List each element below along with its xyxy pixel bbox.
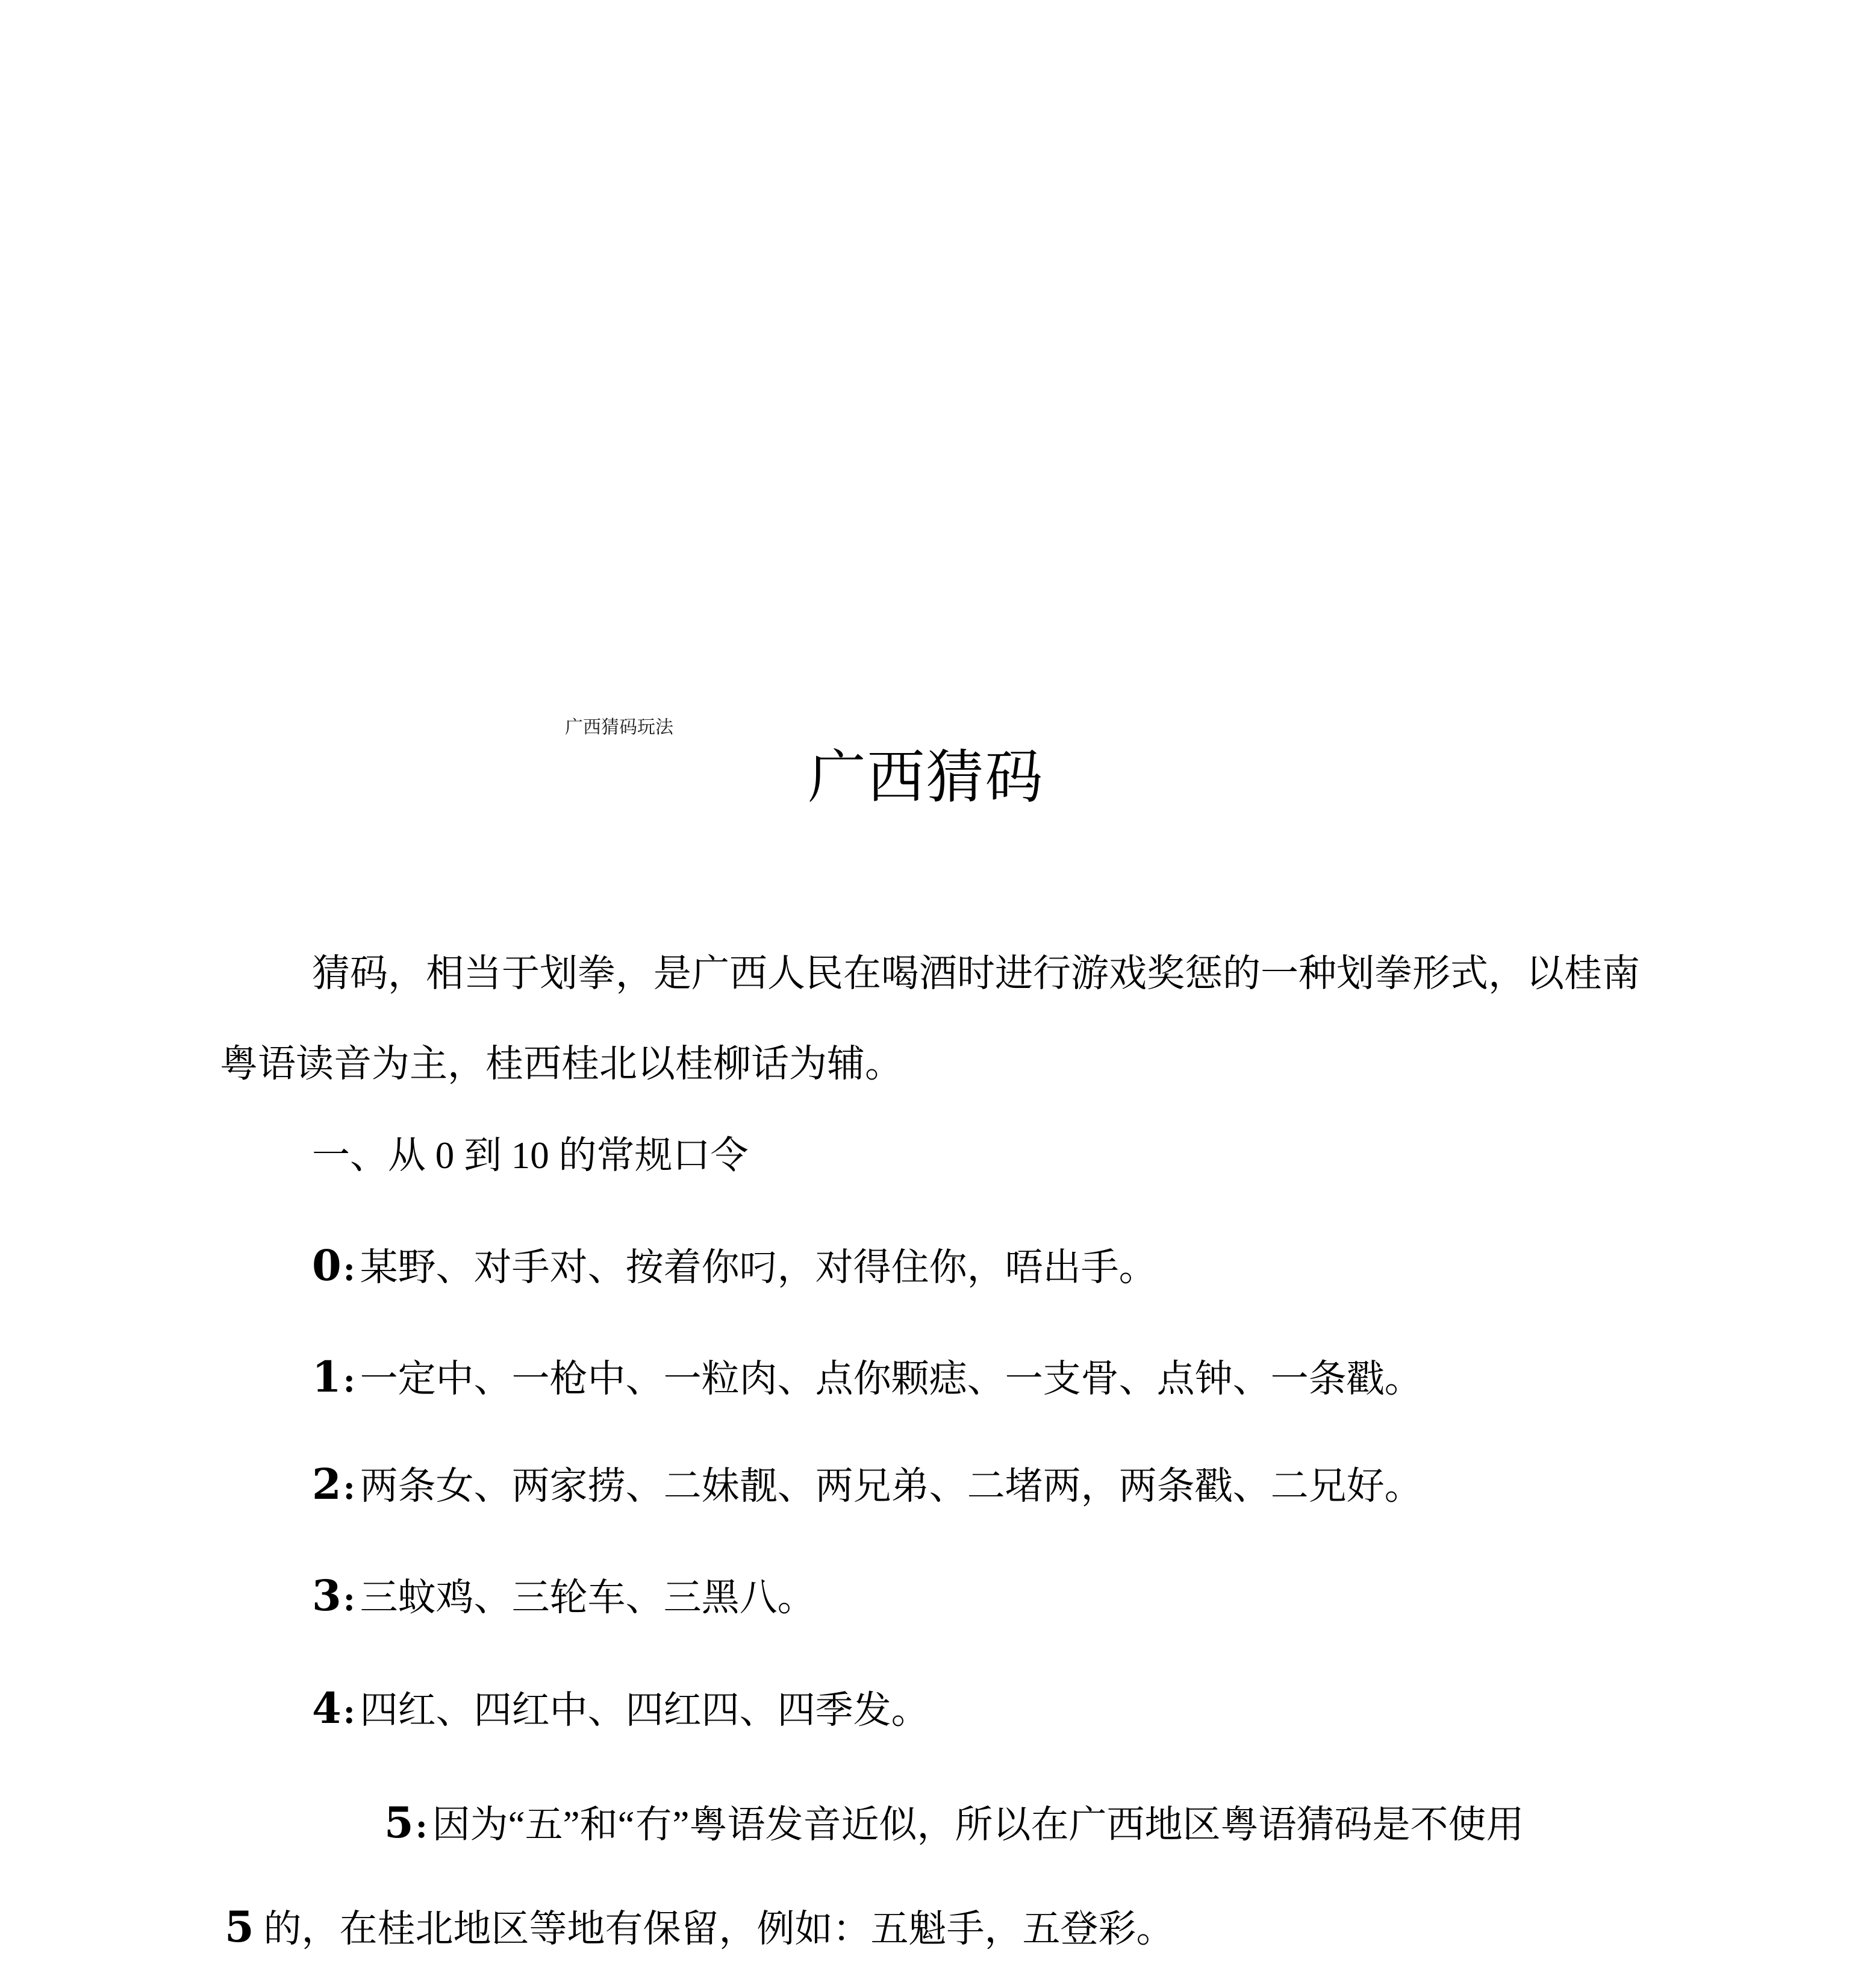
command-number-4: 4 [312,1683,341,1733]
command-text-4: 四红、四红中、四红四、四季发。 [360,1689,929,1731]
command-number-3: 3 [312,1571,341,1621]
command-text-0: 某野、对手对、按着你叼，对得住你，唔出手。 [360,1246,1157,1289]
command-colon-4: : [343,1692,355,1731]
command-line-1 [312,1352,1423,1402]
command-text-1: 一定中、一枪中、一粒肉、点你颗痣、一支骨、点钟、一条戳。 [360,1358,1423,1400]
command-colon-0: : [343,1249,355,1288]
command-number-0: 0 [312,1240,341,1290]
command-colon-3: : [343,1580,355,1618]
command-text-3: 三蚊鸡、三轮车、三黑八。 [360,1577,815,1619]
command-line-5-continuation [225,1902,1174,1952]
command-number-5: 5 [384,1798,414,1848]
page-title: 广西猜码 [808,745,1044,810]
command-line-5 [384,1798,1524,1848]
command-text-2: 两条女、两家捞、二妹靓、两兄弟、二堵两，两条戳、二兄好。 [360,1465,1423,1507]
command-text-5: 因为“五”和“冇”粤语发音近似，所以在广西地区粤语猜码是不使用 [432,1804,1524,1846]
command-line-3 [312,1571,815,1621]
section-heading: 一、从 0 到 10 的常规口令 [312,1134,749,1177]
command-number-1: 1 [312,1352,341,1402]
command-line-0 [312,1240,1157,1290]
command-line-4 [312,1683,929,1733]
command-colon-1: : [343,1361,355,1399]
intro-line-1: 猜码，相当于划拳，是广西人民在喝酒时进行游戏奖惩的一种划拳形式，以桂南 [312,952,1640,995]
command-colon-2: : [343,1468,355,1507]
command-colon-5: : [415,1807,428,1845]
continuation-text: 的，在桂北地区等地有保留，例如：五魁手，五登彩。 [254,1908,1174,1950]
command-line-2 [312,1459,1423,1509]
intro-line-2: 粤语读音为主，桂西桂北以桂柳话为辅。 [220,1043,903,1085]
command-number-2: 2 [312,1459,341,1509]
document-header-note: 广西猜码玩法 [565,717,673,737]
continuation-number-5: 5 [225,1902,254,1952]
